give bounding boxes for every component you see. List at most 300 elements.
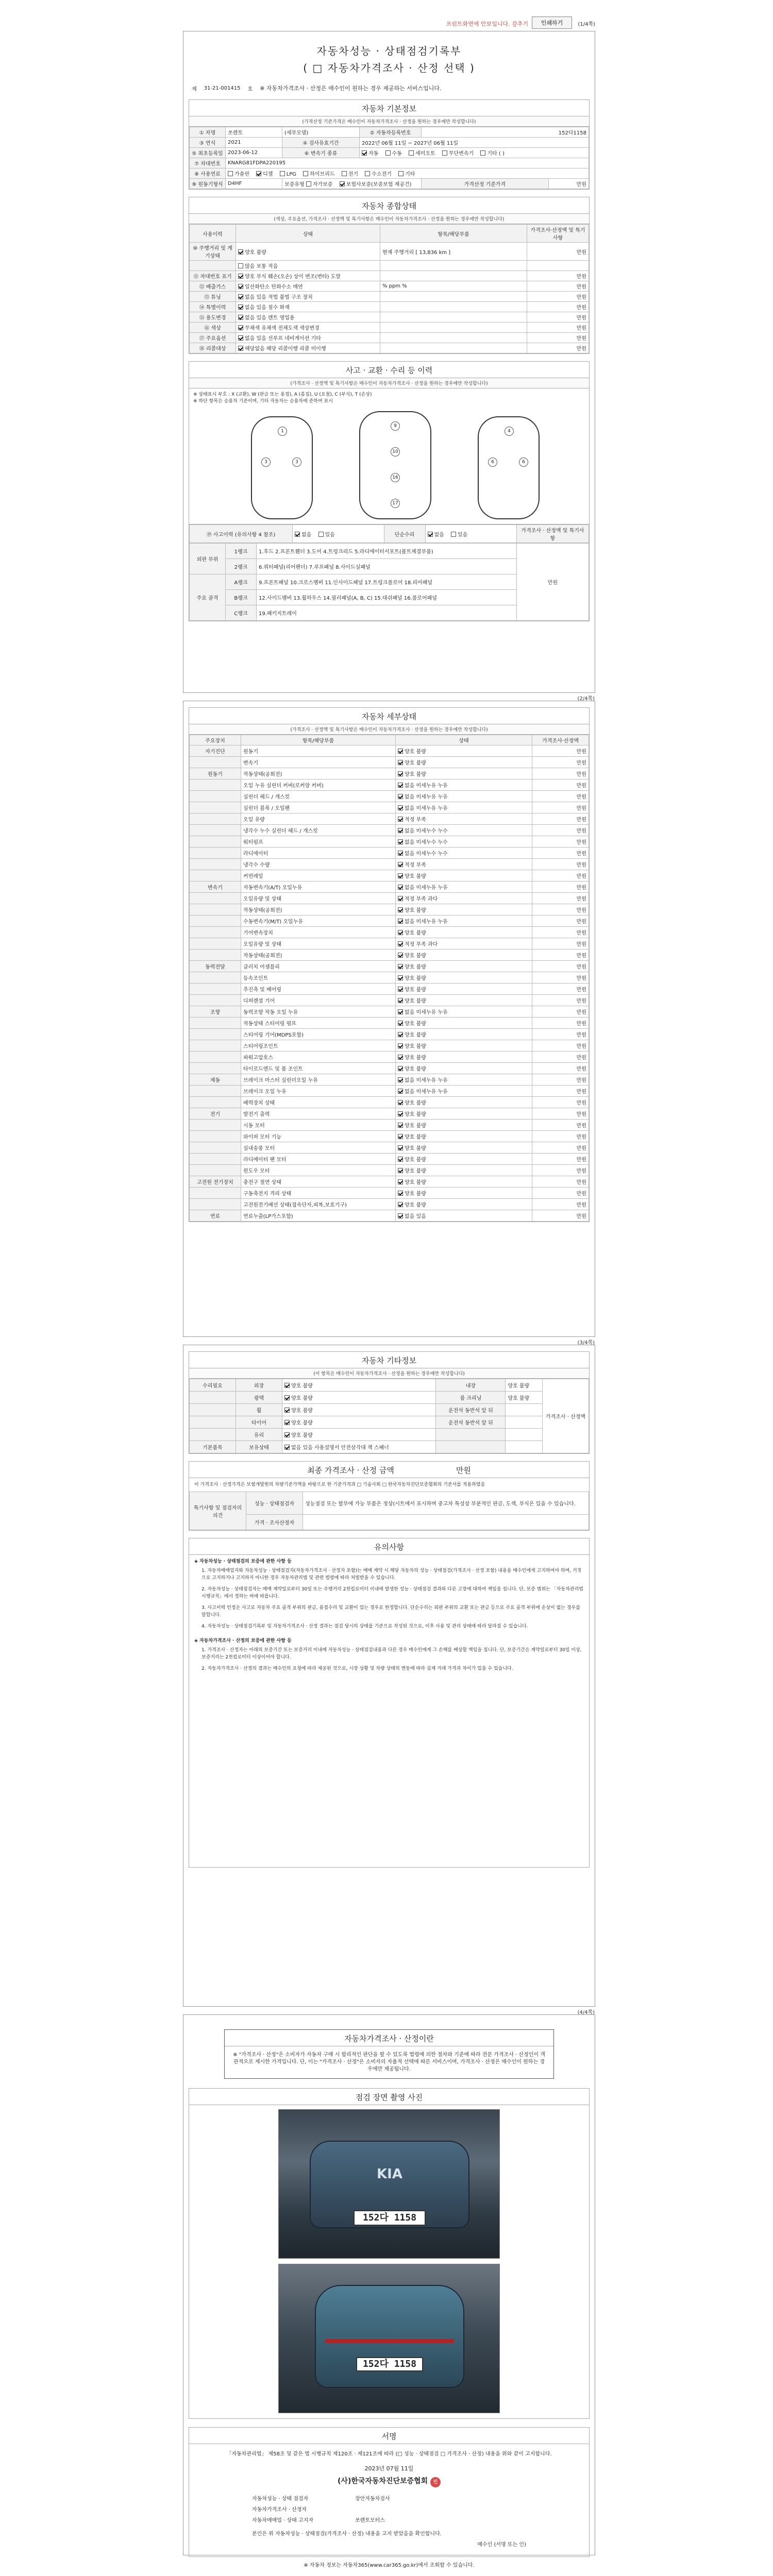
other-label: [190, 1404, 236, 1416]
page-number: (4/4쪽): [577, 2010, 595, 2015]
state-text: 적정 부족 과다: [405, 896, 438, 902]
device-label: [190, 1120, 241, 1131]
state-text: 양호 불량: [245, 249, 266, 256]
state-text: 없음 있음 침수 화재: [245, 305, 290, 311]
detail-row: [190, 1165, 589, 1176]
basic-info-note: (가격산정 기준가격은 매수인이 자동차가격조사 · 산정을 원하는 경우에만 작성합니다): [189, 116, 589, 127]
other-state: [282, 1416, 436, 1429]
other-state2: 양호 불량: [506, 1392, 543, 1404]
item-label: 시동 모터: [241, 1120, 396, 1131]
item-state: [396, 961, 532, 972]
detail-row: [190, 984, 589, 995]
top-toolbar: [183, 12, 595, 30]
part-number: 6: [519, 457, 528, 467]
fuel-opt: 기타: [405, 172, 415, 177]
row-price: 만원: [527, 343, 589, 353]
overall-title: 자동차 종합상태: [189, 197, 589, 214]
checkbox-icon: [256, 171, 261, 176]
row-item: [380, 261, 527, 271]
state-text: 무채색 유채색 전체도색 색상변경: [245, 326, 320, 331]
company-stamp: 인: [430, 2477, 441, 2487]
row-item: 현재 주행거리 [ 13,836 km ]: [380, 243, 527, 261]
inspection-photo-front: [278, 2109, 500, 2259]
notes-para: 4. 자동차성능 · 상태점검기록부 및 자동차가격조사 · 산정 결과는 점검 당시의 상태를 기준으로 작성된 것으로, 이후 사용 및 관리 상태에 따라 달라질 수 있습니다.: [201, 1624, 528, 1629]
rank-label: C랭크: [226, 605, 257, 621]
state-text: 양호 불량: [405, 1202, 426, 1208]
other-item: 유리: [236, 1429, 282, 1441]
checkbox-icon: [398, 1077, 403, 1082]
item-price: 만원: [532, 961, 589, 972]
service-warning: ※ 자동차가격조사 · 산정은 매수인이 원하는 경우 제공하는 서비스입니다.: [260, 85, 442, 92]
state-text: 없음 있음 적법 불법 구조 장치: [245, 295, 313, 300]
checkbox-icon: [306, 181, 311, 187]
trans-label: ⑥ 변속기 종류: [282, 148, 360, 158]
checkbox-icon: [398, 1009, 403, 1014]
item-label: 워터펌프: [241, 836, 396, 848]
item-state: [396, 859, 532, 870]
checkbox-icon: [238, 325, 243, 330]
item-state: [396, 1210, 532, 1222]
detail-row: [190, 961, 589, 972]
row-item: [380, 292, 527, 302]
item-price: 만원: [532, 859, 589, 870]
detail-row: [190, 814, 589, 825]
item-state: [396, 1097, 532, 1108]
device-label: [190, 779, 241, 791]
other-label: 기본품목: [190, 1441, 236, 1453]
checkbox-icon: [398, 941, 403, 946]
estimate-body: ※ "가격조사 · 산정"은 소비자가 자동차 구매 시 합리적인 판단을 할 수 있도록 법령에 의한 절차와 기준에 따라 전문 가격조사 · 산정인이 객관적으로 제시한 가격입니다. 단, 이는 "가격조사 · 산정"은 소비자의 자율적 선택에 따른 서비스이며, 가격조사 · 산정은 매수인이 원하는 경우에만 제공됩니다.: [233, 2052, 545, 2072]
row-state: [236, 281, 380, 292]
state-text: 양호 불량: [405, 1044, 426, 1049]
signature-date: 2023년 07월 11일: [364, 2465, 414, 2472]
state-text: 해당없음 해당 리콜이행 리콜 미이행: [245, 346, 326, 352]
checkbox-icon: [238, 284, 243, 289]
row-label: ⑩ 주행거리 및 계기상태: [190, 243, 236, 261]
state-text: 양호 불량: [405, 908, 426, 913]
license-plate: 152다 1158: [356, 2357, 423, 2371]
fuel-opt: 수소전기: [372, 172, 392, 177]
item-label: 냉각수 수량: [241, 859, 396, 870]
state-text: 없음 있음: [405, 1214, 426, 1219]
insp-period: 2022년 06월 11일 ~ 2027년 06월 11일: [360, 138, 589, 148]
accident-note: (가격조사 · 산정액 및 특기사항은 매수인이 자동차가격조사 · 산정을 원하는 경우에만 작성합니다): [189, 378, 589, 388]
item-state: [396, 1018, 532, 1029]
other-item: 보유상태: [236, 1441, 282, 1453]
rank-label: A랭크: [226, 574, 257, 590]
checkbox-icon: [280, 171, 285, 176]
item-price: 만원: [532, 1120, 589, 1131]
other-label: [190, 1416, 236, 1429]
other-item: 타이어: [236, 1416, 282, 1429]
col-header: 상태: [396, 735, 532, 745]
overall-section: [189, 197, 590, 354]
device-label: [190, 836, 241, 848]
checkbox-icon: [362, 150, 367, 156]
item-state: [396, 745, 532, 757]
main-label: 주요 골격: [190, 574, 226, 621]
trans-opt: 자동: [368, 151, 379, 157]
checkbox-icon: [398, 839, 403, 844]
checkbox-icon: [398, 907, 403, 912]
item-price: 만원: [532, 1142, 589, 1154]
part-number: 3: [292, 457, 301, 467]
state-text: 양호 불량: [405, 1180, 426, 1185]
year: 2021: [226, 138, 282, 148]
item-state: [396, 984, 532, 995]
item-price: 만원: [532, 1086, 589, 1097]
detail-row: [190, 1210, 589, 1222]
trans-options: [360, 148, 589, 158]
item-label: 추진축 및 베어링: [241, 984, 396, 995]
checkbox-icon: [398, 1123, 403, 1128]
device-label: [190, 893, 241, 904]
part-number: 6: [488, 457, 497, 467]
notes-para: 1. 자동차매매업자와 자동차성능 · 상태점검자(자동차가격조사 · 산정자 포함)는 매매 계약 시 해당 자동차의 성능 · 상태점검(가격조사 · 산정 포함) 내용을 매수인에게 고지하여야 하며, 거짓으로 고지하거나 고지하지 아니한 경우 자동차관리법 및 관련 법령에 따라 처벌받을 수 있습니다.: [201, 1568, 582, 1581]
item-state: [396, 836, 532, 848]
state-text: 양호 불량: [405, 930, 426, 936]
item-price: 만원: [532, 779, 589, 791]
opt: 있음: [325, 532, 335, 538]
device-label: [190, 1097, 241, 1108]
device-label: [190, 1086, 241, 1097]
notes-para: 2. 자동차가격조사 · 산정의 결과는 매수인의 요청에 따라 제공된 것으로, 시장 상황 및 차량 상태의 변동에 따라 실제 거래 가격과 차이가 있을 수 있습니다.: [201, 1666, 513, 1671]
basic-info-section: [189, 99, 590, 190]
row-label: ⑱ 리콜대상: [190, 343, 236, 353]
device-label: [190, 916, 241, 927]
notes-title: 유의사항: [189, 1538, 589, 1555]
notes-section: [189, 1538, 590, 1868]
row-label: ⑮ 용도변경: [190, 312, 236, 323]
other-title: 자동차 기타정보: [189, 1352, 589, 1368]
detail-row: [190, 745, 589, 757]
item-state: [396, 802, 532, 814]
detail-row: [190, 1074, 589, 1086]
device-label: [190, 1154, 241, 1165]
final-price: 만원: [456, 1466, 471, 1475]
accident-section: [189, 361, 590, 621]
basic-info-title: 자동차 기본정보: [189, 100, 589, 116]
state-text: 없음 미세누유 누유: [405, 1010, 448, 1015]
year-label: ③ 연식: [190, 138, 226, 148]
other-price-head: 가격조사 · 산정액: [543, 1379, 589, 1453]
col-header: 사용이력: [190, 225, 236, 243]
checkbox-icon: [340, 181, 345, 187]
vin-label: ⑦ 차대번호: [190, 158, 226, 168]
page-3: [183, 1340, 595, 2007]
part-number: 16: [391, 473, 400, 482]
detail-row: [190, 1131, 589, 1142]
opt: 없음: [301, 532, 312, 538]
state-text: 양호 불량: [405, 1032, 426, 1038]
state-text: 양호 불량: [405, 749, 426, 755]
item-state: [396, 791, 532, 802]
overall-row: [190, 302, 589, 312]
state-text: 양호 불량: [405, 1123, 426, 1129]
device-label: [190, 1063, 241, 1074]
item-state: [396, 1086, 532, 1097]
sign-name: 쏘렌토모터스: [355, 2518, 385, 2523]
other-item2: 운전석 동반석 앞 뒤: [436, 1416, 506, 1429]
part-number: 3: [261, 457, 271, 467]
state-text: 양호 불량: [405, 1168, 426, 1174]
rank-row: [190, 544, 589, 559]
state-text: 양호 불량: [405, 1066, 426, 1072]
rank-price: 만원: [517, 544, 589, 621]
signature-section: [189, 2427, 590, 2557]
checkbox-icon: [238, 249, 243, 255]
checkbox-icon: [398, 1134, 403, 1139]
item-price: 만원: [532, 1165, 589, 1176]
item-state: [396, 1120, 532, 1131]
checkbox-icon: [398, 1066, 403, 1071]
row-state: [236, 243, 380, 261]
device-label: [190, 825, 241, 836]
item-state: [396, 1074, 532, 1086]
item-state: [396, 995, 532, 1006]
row-label: ⑰ 주요옵션: [190, 333, 236, 343]
overall-row: [190, 312, 589, 323]
detail-row: [190, 836, 589, 848]
other-item: 휠: [236, 1404, 282, 1416]
fuel-opt: LPG: [286, 172, 297, 177]
item-state: [396, 916, 532, 927]
row-item: [380, 312, 527, 323]
fuel-label: ⑧ 사용연료: [190, 168, 226, 179]
print-button[interactable]: 인쇄하기: [532, 16, 572, 29]
car-rear-shape: [315, 2285, 464, 2388]
sign-name: 장안자동차검사: [355, 2496, 390, 2502]
row-price: 만원: [527, 292, 589, 302]
item-label: 자동변속기(A/T) 오일누유: [241, 882, 396, 893]
notes-para: 1. 가격조사 · 산정자는 아래의 보증기간 또는 보증거리 이내에 자동차성능 · 상태점검내용과 다른 경우 매수인에게 그 손해를 배상할 책임을 집니다. 단, 보증기간은 계약일로부터 30일 이상, 보증거리는 2천킬로미터 이상이어야 합니다.: [201, 1648, 582, 1660]
other-item2: [436, 1429, 506, 1441]
item-state: [396, 825, 532, 836]
state-text: 양호 불량: [405, 1134, 426, 1140]
item-price: 만원: [532, 768, 589, 779]
row-state: [236, 271, 380, 281]
detail-row: [190, 1176, 589, 1188]
checkbox-icon: [342, 171, 347, 176]
item-state: [396, 1131, 532, 1142]
detail-row: [190, 1086, 589, 1097]
item-price: 만원: [532, 972, 589, 984]
item-label: 실린더 블록 / 오일팬: [241, 802, 396, 814]
legend-line: ※ 하단 항목은 승용차 기준이며, 기타 자동차는 승용차에 준하여 표시: [193, 399, 333, 404]
device-label: [190, 1131, 241, 1142]
checkbox-icon: [398, 919, 403, 924]
item-price: 만원: [532, 882, 589, 893]
row-state: [236, 261, 380, 271]
final-header: [189, 1462, 589, 1478]
checkbox-icon: [409, 150, 414, 156]
item-price: 만원: [532, 904, 589, 916]
state-text: 양호 불량: [405, 1157, 426, 1163]
detail-title: 자동차 세부상태: [189, 708, 589, 724]
other-state2: [506, 1404, 543, 1416]
item-state: [396, 1006, 532, 1018]
item-price: 만원: [532, 1029, 589, 1040]
checkbox-icon: [398, 1055, 403, 1060]
other-item2: 내장: [436, 1379, 506, 1392]
detail-row: [190, 1063, 589, 1074]
state-text: 많음 보통 적음: [245, 264, 278, 269]
row-state: [236, 302, 380, 312]
item-state: [396, 927, 532, 938]
fuel-opt: 가솔린: [234, 172, 249, 177]
page-1: [183, 31, 595, 693]
checkbox-icon: [295, 532, 300, 537]
state-text: 양호 불량: [405, 976, 426, 981]
device-label: 원동기: [190, 768, 241, 779]
item-price: 만원: [532, 1188, 589, 1199]
legend-line: ※ 상태표시 부호 : X (교환), W (판금 또는 용접), A (흠집), U (요철), C (부식), T (손상): [193, 392, 372, 397]
state-text: 없음 미세누유 누유: [405, 1078, 448, 1083]
device-label: [190, 972, 241, 984]
row-item: [380, 271, 527, 281]
item-price: 만원: [532, 984, 589, 995]
footer-note: ※ 자동차 정보는 자동차365(www.car365.go.kr)에서 조회할 수 있습니다.: [304, 2563, 475, 2568]
checkbox-icon: [398, 771, 403, 776]
detail-row: [190, 1040, 589, 1052]
signature-title: 서명: [189, 2428, 589, 2444]
row-item: [380, 323, 527, 333]
state-text: 양호 불량: [405, 760, 426, 766]
accident-price-head: 가격조사 · 산정액 및 특기사항: [517, 525, 589, 543]
row-item: [380, 343, 527, 353]
item-price: 만원: [532, 825, 589, 836]
buyer-sign[interactable]: 매수인 (서명 또는 인): [477, 2542, 526, 2548]
item-price: 만원: [532, 927, 589, 938]
col-header: 주요장치: [190, 735, 241, 745]
trans-opt: 기타 ( ): [487, 151, 505, 157]
overall-row: [190, 343, 589, 353]
photos-section: [189, 2088, 590, 2419]
row-price: 만원: [527, 323, 589, 333]
simple-repair-options: [425, 525, 517, 543]
vin: KNARG81FDPA220195: [226, 158, 589, 168]
item-label: 오일유량 및 상태: [241, 893, 396, 904]
checkbox-icon: [238, 315, 243, 320]
checkbox-icon: [428, 532, 433, 537]
item-state: [396, 1176, 532, 1188]
row-item: [380, 302, 527, 312]
item-price: 만원: [532, 1018, 589, 1029]
signature-text: 「자동차관리법」 제58조 및 같은 법 시행규칙 제120조 · 제121조에 따라 (□ 성능 · 상태점검 □ 가격조사 · 산정) 내용을 위와 같이 고지합니다.: [226, 2451, 552, 2457]
basic-info-table: [189, 127, 589, 189]
device-label: 조향: [190, 1006, 241, 1018]
other-label: [190, 1392, 236, 1404]
rank-label: B랭크: [226, 590, 257, 605]
state-text: 양호 불량: [291, 1433, 313, 1438]
detail-row: [190, 893, 589, 904]
outer-label: 외판 부위: [190, 544, 226, 574]
item-price: 만원: [532, 938, 589, 950]
sign-name: [353, 2503, 528, 2514]
other-item2: [436, 1441, 506, 1453]
detail-row: [190, 779, 589, 791]
device-label: [190, 1052, 241, 1063]
device-label: [190, 904, 241, 916]
detail-row: [190, 882, 589, 893]
fuel-opt: 하이브리드: [310, 172, 335, 177]
item-label: 클러치 어셈블리: [241, 961, 396, 972]
accident-legend: [189, 388, 589, 406]
checkbox-icon: [442, 150, 447, 156]
device-label: [190, 870, 241, 882]
item-label: 연료누출(LP가스포함): [241, 1210, 396, 1222]
state-text: 없음 미세누유 누유: [405, 1089, 448, 1095]
state-text: 없음 있음 사용설명서 안전삼각대 잭 스패너: [291, 1445, 389, 1451]
detail-row: [190, 1097, 589, 1108]
hide-notice-link[interactable]: 프린트화면에 안보입니다. 감추기: [446, 21, 528, 27]
device-label: [190, 1018, 241, 1029]
item-label: 구동축전지 격리 상태: [241, 1188, 396, 1199]
warranty-opt: 보험사보증(보증보험 제공건): [346, 182, 412, 188]
price-basis-unit: 만원: [548, 179, 589, 189]
row-label: ⑪ 차대번호 표기: [190, 271, 236, 281]
other-state2: [506, 1416, 543, 1429]
doc-subtitle: ( □ 자동차가격조사 · 산정 선택 ): [303, 62, 475, 74]
overall-row: [190, 333, 589, 343]
company-name: (사)한국자동차진단보증협회: [338, 2477, 428, 2485]
item-state: [396, 1029, 532, 1040]
checkbox-icon: [398, 1179, 403, 1184]
item-label: 와이퍼 모터 기능: [241, 1131, 396, 1142]
row-label: ⑯ 색상: [190, 323, 236, 333]
detail-row: [190, 1199, 589, 1210]
warranty-label: 보증유형: [284, 182, 305, 188]
fuel-opt: 디젤: [263, 172, 273, 177]
row-price: 만원: [527, 302, 589, 312]
rank-parts: 1.후드 2.프론트휀더 3.도어 4.트렁크리드 5.라디에이터서포트(볼트체결부품): [257, 544, 517, 559]
item-price: 만원: [532, 1176, 589, 1188]
final-desc: 이 가격조사 · 산정가격은 보험개발원의 차량기준가액을 바탕으로 한 기준가격과 □ 기술사회 □ 한국자동차진단보증협회의 기준서를 적용하였음: [194, 1482, 485, 1487]
item-label: 스티어링조인트: [241, 1040, 396, 1052]
checkbox-icon: [398, 1213, 403, 1218]
simple-repair-label: 단순수리: [384, 525, 425, 543]
device-label: 자기진단: [190, 745, 241, 757]
state-text: 양호 불량: [405, 1112, 426, 1117]
state-text: 없음 미세누유 누유: [405, 794, 448, 800]
device-label: 전기: [190, 1108, 241, 1120]
checkbox-icon: [398, 1191, 403, 1196]
row-item: [380, 333, 527, 343]
rank-parts: 9.프론트패널 10.크로스멤버 11.인사이드패널 17.트렁크플로어 18.리어패널: [257, 574, 517, 590]
accident-history-options: [293, 525, 384, 543]
item-state: [396, 1142, 532, 1154]
detail-row: [190, 802, 589, 814]
rank-label: 1랭크: [226, 544, 257, 559]
item-label: 브레이크 오일 누유: [241, 1086, 396, 1097]
checkbox-icon: [238, 263, 243, 268]
item-price: 만원: [532, 1199, 589, 1210]
checkbox-icon: [398, 1100, 403, 1105]
reg-no-label: ② 자동차등록번호: [360, 127, 422, 138]
other-section: [189, 1351, 590, 1454]
checkbox-icon: [303, 171, 308, 176]
item-label: 스티어링 기어(MDPS포함): [241, 1029, 396, 1040]
col-header: 가격조사·산정액 및 특기사항: [527, 225, 589, 243]
other-state2: [506, 1429, 543, 1441]
notes-heading: ◈ 자동차가격조사 · 산정의 보증에 관한 사항 등: [194, 1638, 292, 1643]
item-state: [396, 1199, 532, 1210]
other-row: [190, 1429, 589, 1441]
detail-row: [190, 1154, 589, 1165]
checkbox-icon: [398, 1089, 403, 1094]
accident-table: [189, 524, 589, 543]
item-state: [396, 1188, 532, 1199]
